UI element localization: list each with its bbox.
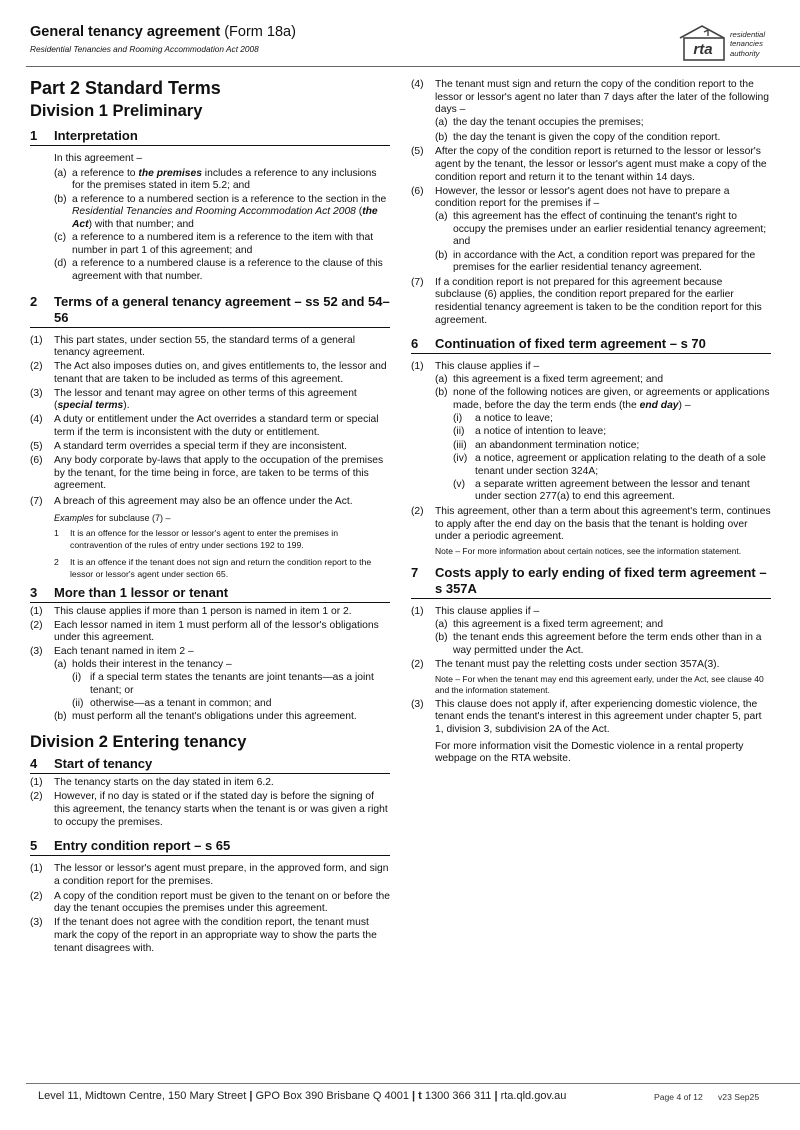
subclause-text: The tenant must pay the reletting costs under section 357A(3).	[435, 658, 720, 670]
paragraph-item	[435, 132, 771, 145]
item-label: (i)	[72, 672, 82, 683]
definition-item	[54, 194, 390, 232]
item-label: (a)	[435, 117, 448, 129]
subparagraph-item	[453, 453, 771, 478]
subclause-text: This clause applies if more than 1 person is named in item 1 or 2.	[54, 605, 352, 617]
text-run: none of the following notices are given, or agreements or applications made, before the day the term ends (the	[453, 387, 770, 412]
paragraph-item	[435, 619, 771, 632]
subparagraph-item	[453, 479, 771, 504]
subclause	[411, 277, 771, 328]
act-subtitle: Residential Tenancies and Rooming Accommodation Act 2008	[30, 44, 259, 54]
subclause-label: (5)	[30, 440, 43, 452]
item-text	[72, 194, 390, 232]
division-heading: Division 1 Preliminary	[30, 102, 203, 120]
division-heading: Division 2 Entering tenancy	[30, 733, 247, 752]
text-run: ).	[123, 400, 130, 412]
form-number: (Form 18a)	[220, 24, 296, 40]
footer-phone-label: t	[418, 1090, 422, 1102]
paragraph-item	[435, 250, 771, 275]
subclause-text: Each lessor named in item 1 must perform all of the lessor's obligations under this agreement.	[54, 619, 379, 644]
subclause-label: (3)	[30, 387, 43, 399]
subclause-text: The lessor or lessor's agent must prepare, in the approved form, and sign a condition report for the premises.	[54, 863, 389, 888]
subclause-intro: Each tenant named in item 2 –	[54, 646, 194, 658]
defined-term: special terms	[57, 400, 124, 412]
clause-title: More than 1 lessor or tenant	[54, 584, 229, 600]
subclause	[30, 335, 390, 360]
clause-heading	[30, 294, 390, 328]
item-text: if a special term states the tenants are joint tenants—as a joint tenant; or	[90, 672, 374, 696]
footer-website: rta.qld.gov.au	[500, 1090, 567, 1102]
subclause-label: (2)	[411, 658, 424, 670]
footer-contact	[38, 1090, 566, 1102]
item-text: a notice to leave;	[475, 413, 553, 425]
subclause-label: (6)	[411, 185, 424, 197]
item-label: (a)	[54, 167, 67, 179]
subclause-label: (4)	[411, 79, 424, 90]
item-text: a reference to a numbered item is a reference to the item with that number in part 1 of this agreement; and	[72, 232, 374, 256]
item-text: holds their interest in the tenancy –	[72, 658, 232, 670]
subclause-label: (4)	[30, 414, 43, 426]
item-label: (b)	[435, 631, 448, 643]
example-text: It is an offence if the tenant does not sign and return the condition report to the lessor or lessor's agent under section 65.	[70, 556, 372, 579]
subclause-label: (2)	[30, 619, 43, 631]
item-label: (b)	[435, 131, 448, 143]
logo-wordmark	[730, 30, 765, 58]
clause-heading	[30, 756, 390, 774]
item-label: (d)	[54, 258, 67, 270]
text-run: a reference to a numbered section is a reference to the section in the	[72, 193, 387, 205]
subclause	[30, 388, 390, 413]
item-text	[453, 387, 771, 412]
clause-heading	[30, 838, 390, 856]
subparagraph-item	[72, 672, 390, 697]
clause-number: 4	[30, 756, 38, 772]
definition-item	[54, 168, 390, 193]
subclause-label: (7)	[411, 276, 424, 288]
subclause-text: A copy of the condition report must be given to the tenant on or before the day the tenant occupies the premises under this agreement.	[54, 890, 391, 915]
item-label: (ii)	[453, 426, 465, 438]
subclause	[411, 186, 771, 276]
subclause-text: This clause does not apply if, after experiencing domestic violence, the tenant ends the tenant's interest in this agreement under chapter 5, part 1, division 3, subdivision 2A of the Act.	[435, 698, 762, 736]
defined-term: the premises	[138, 167, 202, 179]
item-label: (a)	[435, 210, 448, 222]
subclause-text: This part states, under section 55, the standard terms of a general tenancy agreement.	[54, 334, 356, 359]
logo-line: residential	[730, 30, 766, 39]
logo-mark: rta	[693, 41, 713, 58]
item-text: a separate written agreement between the lessor and tenant under section 277(a) to end this agreement.	[475, 478, 750, 503]
subclause	[30, 441, 390, 454]
text-run: a reference to	[72, 167, 139, 179]
subclause-text: If a condition report is not prepared for this agreement because subclause (6) applies, the condition report prepared for the earlier residential tenancy agreement is taken to be the condition report for this agreement.	[435, 276, 762, 326]
subclause-text	[435, 186, 771, 276]
subclause-text	[54, 646, 390, 724]
subclause-label: (2)	[411, 505, 424, 517]
subparagraph-item	[453, 440, 771, 453]
subclause-label: (1)	[30, 605, 43, 617]
subclause-intro: The tenant must sign and return the copy of the condition report to the lessor or lessor's agent no later than 7 days after the later of the following days –	[435, 79, 769, 116]
item-label: (iv)	[453, 452, 468, 464]
subclause	[30, 891, 390, 916]
item-text: a notice, agreement or application relating to the death of a sole tenant under section 324A;	[475, 452, 766, 477]
form-version: v23 Sep25	[718, 1092, 760, 1102]
clause-number: 1	[30, 128, 38, 143]
clause-title: Interpretation	[54, 128, 138, 143]
subclause-intro: This clause applies if –	[435, 605, 540, 617]
paragraph-item	[435, 387, 771, 412]
page-number: Page 4 of 12	[654, 1092, 703, 1102]
subclause-text: Any body corporate by-laws that apply to the occupation of the premises by the tenant, for the time being in force, are taken to be terms of this agreement.	[54, 454, 384, 492]
item-label: (iii)	[453, 439, 467, 451]
paragraph-item	[435, 117, 771, 130]
item-text: a notice of intention to leave;	[475, 426, 607, 438]
text-run: Examples	[54, 512, 94, 523]
clause-note: Note – For more information about certain notices, see the information statement.	[435, 545, 742, 556]
subparagraph-item	[453, 426, 771, 439]
subclause	[411, 659, 771, 672]
subclause-text: The tenancy starts on the day stated in item 6.2.	[54, 777, 274, 789]
subclause-label: (2)	[30, 890, 43, 902]
footer-separator: |	[249, 1090, 256, 1102]
item-text: this agreement is a fixed term agreement; and	[453, 618, 664, 630]
subclause	[30, 863, 390, 888]
clause-title: Costs apply to early ending of fixed term agreement – s 357A	[435, 564, 767, 596]
subclause-text: A standard term overrides a special term if they are inconsistent.	[54, 440, 348, 452]
footer-separator: |	[494, 1090, 501, 1102]
subclause	[411, 506, 771, 544]
subclause	[30, 620, 390, 645]
defined-term: the Act	[72, 206, 378, 231]
logo-line: tenancies	[730, 39, 763, 49]
clause-intro: In this agreement –	[54, 153, 143, 164]
definition-item	[54, 232, 390, 257]
logo-line: authority	[730, 48, 760, 58]
item-label: (b)	[54, 193, 67, 205]
text-run: ) with that number; and	[88, 219, 194, 231]
subclause-label: (1)	[411, 605, 424, 617]
clause-title: Continuation of fixed term agreement – s 70	[435, 336, 706, 352]
item-label: (a)	[435, 618, 448, 630]
subclause-text	[54, 388, 390, 413]
item-text	[72, 168, 390, 193]
left-column	[30, 77, 390, 957]
subparagraph-item	[453, 413, 771, 426]
item-label: (b)	[435, 387, 448, 399]
example-label: 1	[54, 527, 59, 538]
subclause-text	[435, 79, 771, 145]
item-text: in accordance with the Act, a condition report was prepared for the premises for the earlier residential tenancy agreement.	[453, 249, 756, 274]
subclause-text: A breach of this agreement may also be an offence under the Act.	[54, 495, 353, 507]
item-text: the day the tenant is given the copy of the condition report.	[453, 131, 721, 143]
subclause	[30, 777, 390, 790]
subclause-label: (3)	[30, 646, 43, 658]
defined-term: end day	[639, 400, 679, 412]
item-text: the day the tenant occupies the premises;	[453, 117, 644, 129]
definition-list	[54, 168, 390, 284]
item-text: this agreement is a fixed term agreement; and	[453, 374, 664, 386]
item-text: a reference to a numbered clause is a reference to the clause of this agreement with that number.	[72, 258, 383, 282]
item-label: (a)	[435, 374, 448, 386]
subclause-label: (1)	[30, 777, 43, 789]
subparagraph-item	[72, 698, 390, 711]
text-run: The lessor and tenant may agree on other terms of this agreement (	[54, 387, 357, 412]
clause-heading	[411, 565, 771, 599]
subclause-intro: However, the lessor or lessor's agent does not have to prepare a condition report for the premises if –	[435, 185, 730, 210]
subclause-label: (7)	[30, 495, 43, 507]
example-item	[54, 556, 390, 580]
subclause	[30, 791, 390, 829]
subclause	[30, 361, 390, 386]
footer-po-box: GPO Box 390 Brisbane Q 4001	[255, 1090, 413, 1102]
subclause	[30, 455, 390, 493]
paragraph-item	[435, 374, 771, 387]
example-label: 2	[54, 556, 59, 567]
item-label: (v)	[453, 478, 466, 490]
item-text: the tenant ends this agreement before the term ends other than in a way permitted under the Act.	[453, 631, 762, 656]
clause-number: 5	[30, 838, 38, 854]
text-run: for subclause (7) –	[93, 512, 171, 523]
subclause-text: However, if no day is stated or if the stated day is before the signing of this agreement, the tenancy starts when the tenant is or was given a right to occupy the premises.	[54, 791, 388, 828]
subclause-text: This agreement, other than a term about this agreement's term, continues to apply after the end day on the basis that the tenant is holding over under a periodic agreement.	[435, 505, 771, 543]
subclause	[30, 606, 390, 619]
item-label: (ii)	[72, 697, 84, 709]
subclause	[411, 146, 771, 184]
clause-title: Start of tenancy	[54, 756, 153, 772]
subclause-text	[435, 361, 771, 504]
clause-heading	[30, 585, 390, 603]
form-title	[30, 24, 296, 40]
subclause	[411, 699, 771, 737]
subclause-text	[435, 606, 771, 658]
item-text: must perform all the tenant's obligations under this agreement.	[72, 711, 357, 723]
part-heading: Part 2 Standard Terms	[30, 78, 221, 98]
subclause-label: (1)	[30, 863, 43, 875]
subclause-label: (2)	[30, 791, 43, 803]
subclause-text: After the copy of the condition report is returned to the lessor or lessor's agent by the tenant, the lessor or lessor's agent must make a copy of the condition report and return it to the tenant within 14 days.	[435, 146, 767, 183]
example-text: It is an offence for the lessor or lessor's agent to enter the premises in contravention of the rules of entry under sections 192 to 199.	[70, 527, 339, 550]
subclause	[411, 361, 771, 504]
footer-separator: |	[412, 1090, 419, 1102]
subclause-label: (3)	[30, 917, 43, 929]
footer-phone: 1300 366 311	[421, 1090, 495, 1102]
more-info-text: For more information visit the Domestic violence in a rental property webpage on the RTA website.	[435, 740, 744, 765]
subclause-label: (2)	[30, 361, 43, 373]
subclause-label: (1)	[411, 361, 424, 373]
item-label: (b)	[54, 711, 67, 723]
clause-heading	[411, 336, 771, 354]
footer-divider	[26, 1083, 800, 1084]
subclause-text: If the tenant does not agree with the condition report, the tenant must mark the copy of the report in an appropriate way to show the parts the tenant disagrees with.	[54, 917, 377, 954]
item-label: (a)	[54, 658, 67, 670]
paragraph-item	[54, 711, 390, 724]
item-label: (b)	[435, 249, 448, 261]
text-run: (	[355, 206, 363, 218]
subclause	[30, 496, 390, 509]
subclause	[411, 606, 771, 658]
footer-address: Level 11, Midtown Centre, 150 Mary Street	[38, 1090, 250, 1102]
clause-number: 7	[411, 564, 419, 580]
subclause	[30, 917, 390, 955]
text-run: includes a reference to any inclusions for the premises stated in item 5.2; and	[72, 167, 377, 192]
subclause-text: A duty or entitlement under the Act overrides a standard term or special term if the term is inconsistent with the duty or entitlement.	[54, 414, 379, 439]
example-item	[54, 527, 390, 551]
act-name: Residential Tenancies and Rooming Accommodation Act 2008	[72, 206, 356, 218]
subclause-label: (1)	[30, 334, 43, 346]
clause-note: Note – For when the tenant may end this agreement early, under the Act, see clause 40 and the information statement.	[435, 673, 764, 695]
clause-number: 2	[30, 293, 38, 309]
subclause	[30, 414, 390, 439]
clause-title: Terms of a general tenancy agreement – ss 52 and 54–56	[54, 293, 390, 325]
item-label: (c)	[54, 232, 67, 244]
header-divider	[26, 66, 800, 67]
clause-heading	[30, 128, 390, 146]
subclause-label: (3)	[411, 698, 424, 710]
subclause-label: (5)	[411, 146, 424, 158]
text-run: ) –	[678, 400, 691, 412]
definition-item	[54, 258, 390, 283]
item-text: this agreement has the effect of continuing the tenant's right to occupy the premises under an earlier residential tenancy agreement; and	[453, 210, 767, 248]
subclause-text: The Act also imposes duties on, and gives entitlements to, the lessor and tenant that are taken to be included as terms of this agreement.	[54, 361, 387, 385]
subclause-intro: This clause applies if –	[435, 361, 540, 373]
subclause-label: (6)	[30, 454, 43, 466]
paragraph-item	[435, 211, 771, 249]
subclause	[30, 646, 390, 724]
clause-number: 6	[411, 336, 419, 352]
subclause	[411, 79, 771, 145]
item-text: otherwise—as a tenant in common; and	[90, 697, 272, 709]
examples-heading	[54, 512, 390, 524]
right-column	[411, 79, 771, 768]
item-text: an abandonment termination notice;	[475, 439, 640, 451]
clause-title: Entry condition report – s 65	[54, 838, 231, 854]
item-label: (i)	[453, 413, 463, 425]
paragraph-item	[54, 659, 390, 672]
form-title-main: General tenancy agreement	[30, 24, 221, 40]
clause-number: 3	[30, 584, 38, 600]
paragraph-item	[435, 632, 771, 657]
